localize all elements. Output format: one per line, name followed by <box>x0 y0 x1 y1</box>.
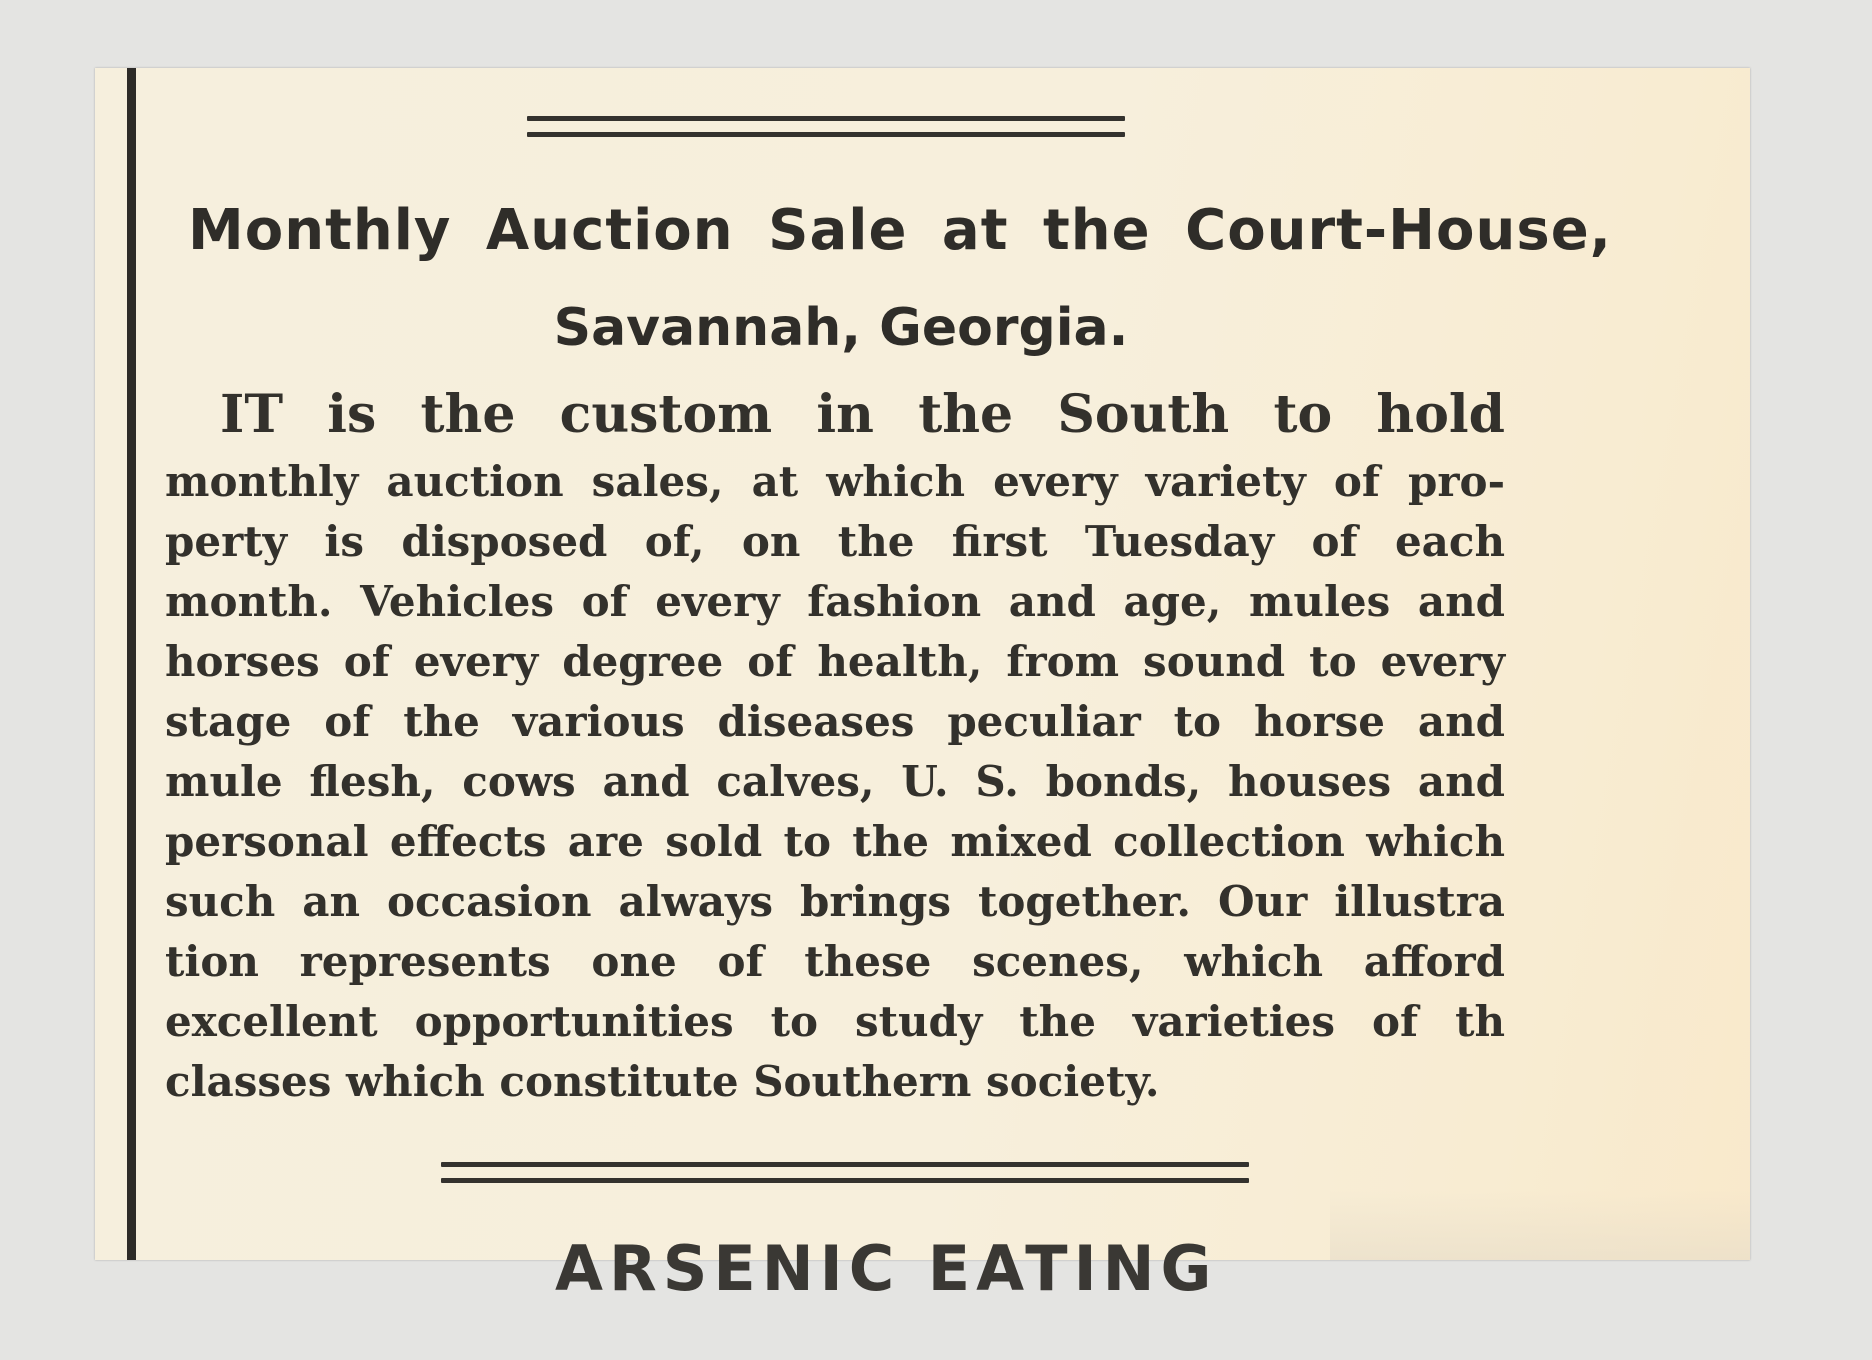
headline-line-1: Monthly Auction Sale at the Court-House, <box>188 198 1612 263</box>
bottom-double-rule <box>441 1162 1249 1184</box>
body-line: mule flesh, cows and calves, U. S. bonds, houses and <box>165 757 1505 806</box>
body-line: perty is disposed of, on the first Tuesday of each <box>165 517 1505 566</box>
body-line: tion represents one of these scenes, which afford <box>165 937 1505 986</box>
body-line: IT is the custom in the South to hold <box>220 384 1505 445</box>
body-line: personal effects are sold to the mixed collection which <box>165 817 1505 866</box>
body-line: excellent opportunities to study the varieties of th <box>165 997 1505 1046</box>
torn-edge <box>1330 1190 1750 1260</box>
top-double-rule <box>527 116 1125 138</box>
column-rule <box>127 68 136 1260</box>
newspaper-clipping <box>95 68 1750 1305</box>
article-body <box>165 378 1505 1112</box>
body-line: monthly auction sales, at which every variety of pro- <box>165 457 1505 506</box>
body-line: classes which constitute Southern society. <box>165 1057 1160 1106</box>
body-line: such an occasion always brings together. Our illustra <box>165 877 1505 926</box>
next-article-heading-cutoff: ARSENIC EATING <box>555 1232 1218 1305</box>
body-line: month. Vehicles of every fashion and age, mules and <box>165 577 1505 626</box>
body-line: horses of every degree of health, from sound to every <box>165 637 1505 686</box>
body-line: stage of the various diseases peculiar to horse and <box>165 697 1505 746</box>
headline-line-2: Savannah, Georgia. <box>553 298 1129 358</box>
